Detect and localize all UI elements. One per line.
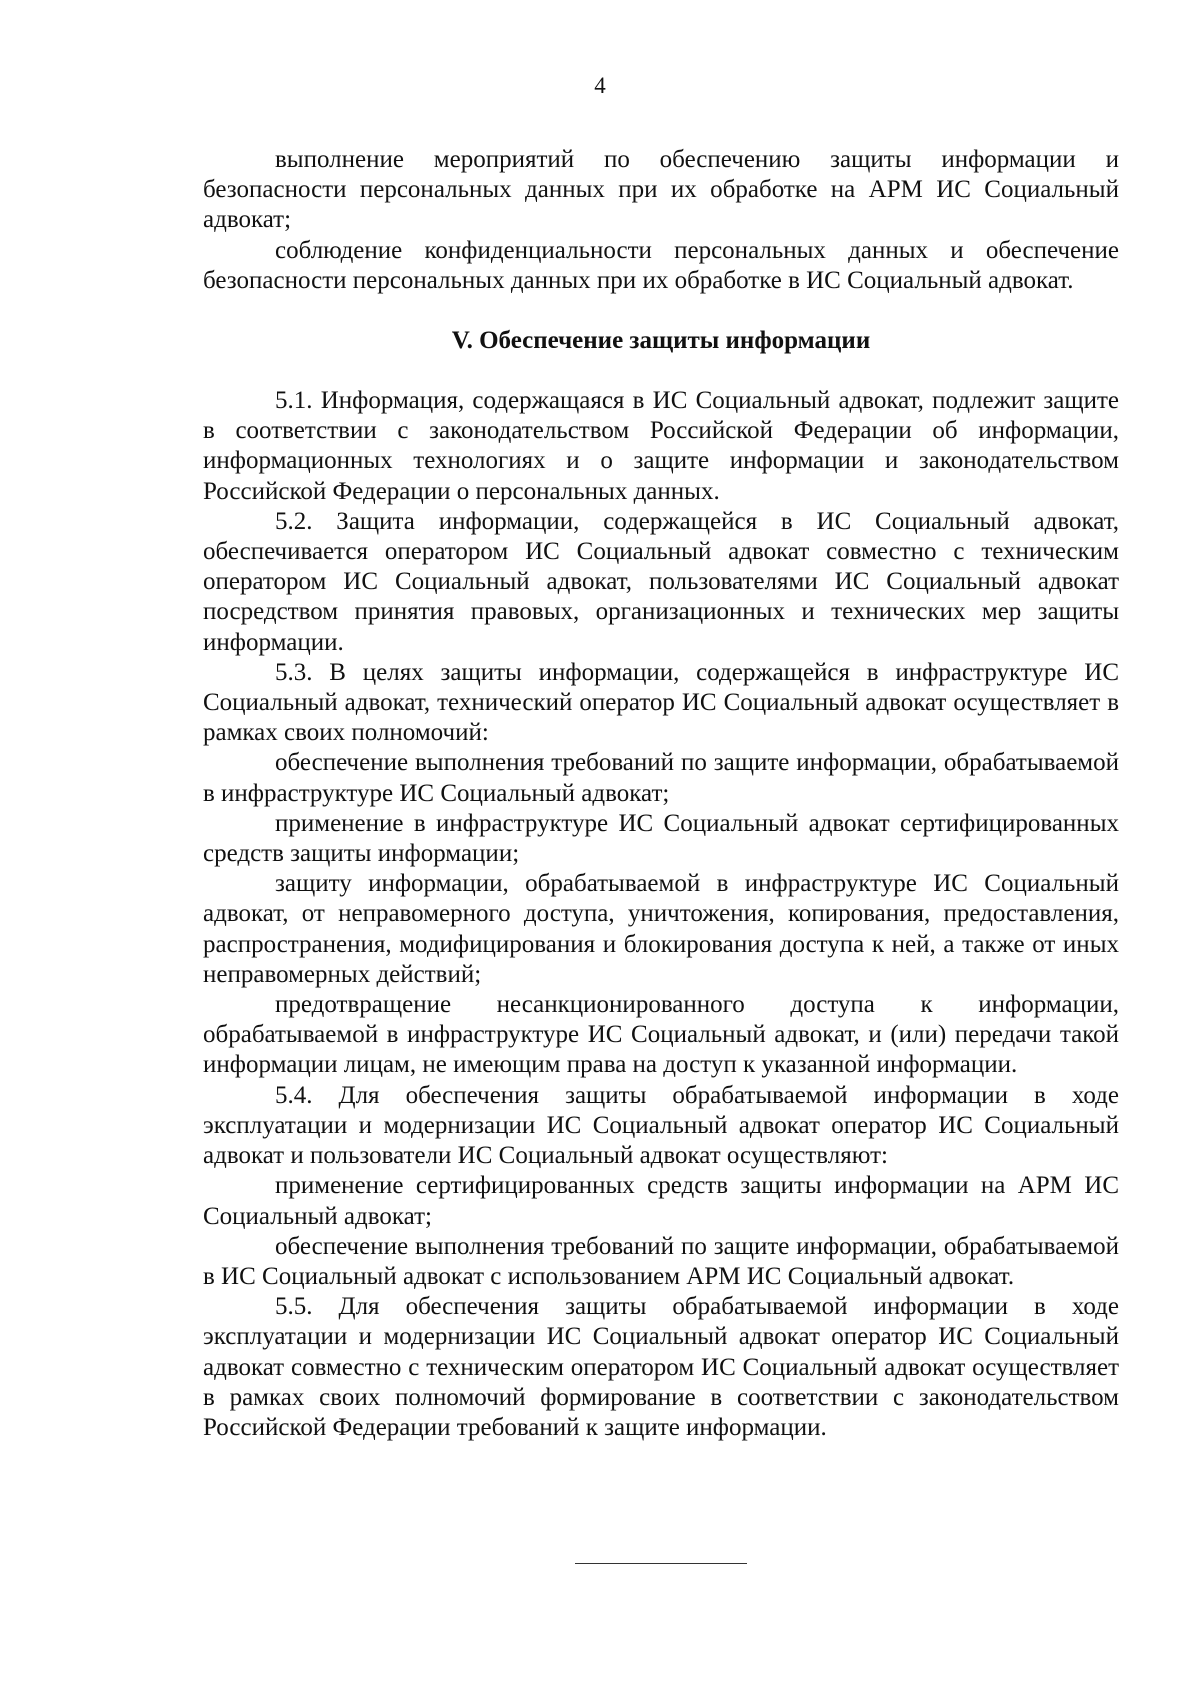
list-item-5-4-b: обеспечение выполнения требований по защите информации, обрабатываемой в ИС Социальный адвокат с использованием АРМ ИС Социальный адвокат.: [203, 1232, 1119, 1290]
paragraph-5-4: 5.4. Для обеспечения защиты обрабатываемой информации в ходе эксплуатации и модернизации ИС Социальный адвокат оператор ИС Социальный адвокат и пользователи ИС Социальный адвокат осуществляют:: [203, 1081, 1119, 1170]
section-heading: V. Обеспечение защиты информации: [451, 327, 871, 355]
list-item-5-3-b: применение в инфраструктуре ИС Социальный адвокат сертифицированных средств защиты информации;: [203, 809, 1119, 868]
paragraph-5-5: 5.5. Для обеспечения защиты обрабатываемой информации в ходе эксплуатации и модернизации ИС Социальный адвокат оператор ИС Социальный адвокат совместно с техническим оператором ИС Социальный адвокат осуществляет в рамках своих полномочий формирование в соответствии с законодательством Российской Федерации требований к защите информации.: [203, 1293, 1119, 1441]
paragraph-5-1: 5.1. Информация, содержащаяся в ИС Социальный адвокат, подлежит защите в соответствии с законодательством Российской Федерации об информации, информационных технологиях и о защите информации и законодательством Российской Федерации о персональных данных.: [203, 387, 1119, 505]
page-number: 4: [594, 73, 606, 98]
paragraph-top-2: соблюдение конфиденциальности персональных данных и обеспечение безопасности персональных данных при их обработке в ИС Социальный адвокат.: [203, 236, 1119, 294]
end-of-text-divider: [575, 1563, 747, 1564]
document-body: [203, 145, 1119, 1443]
list-item-5-4-a: применение сертифицированных средств защиты информации на АРМ ИС Социальный адвокат;: [203, 1172, 1119, 1230]
list-item-5-3-a: обеспечение выполнения требований по защите информации, обрабатываемой в инфраструктуре ИС Социальный адвокат;: [203, 749, 1119, 807]
paragraph-5-2: 5.2. Защита информации, содержащейся в ИС Социальный адвокат, обеспечивается оператором ИС Социальный адвокат совместно с техническим оператором ИС Социальный адвокат, пользователями ИС Социальный адвокат посредством принятия правовых, организационных и технических мер защиты информации.: [203, 507, 1119, 656]
list-item-5-3-d: предотвращение несанкционированного доступа к информации, обрабатываемой в инфраструктуре ИС Социальный адвокат, и (или) передачи такой информации лицам, не имеющим права на доступ к указанной информации.: [203, 991, 1119, 1079]
paragraph-5-3: 5.3. В целях защиты информации, содержащейся в инфраструктуре ИС Социальный адвокат, технический оператор ИС Социальный адвокат осуществляет в рамках своих полномочий:: [203, 658, 1119, 747]
list-item-5-3-c: защиту информации, обрабатываемой в инфраструктуре ИС Социальный адвокат, от неправомерного доступа, уничтожения, копирования, предоставления, распространения, модифицирования и блокирования доступа к ней, а также от иных неправомерных действий;: [203, 870, 1119, 988]
paragraph-top-1: выполнение мероприятий по обеспечению защиты информации и безопасности персональных данных при их обработке на АРМ ИС Социальный адвокат;: [203, 146, 1119, 234]
